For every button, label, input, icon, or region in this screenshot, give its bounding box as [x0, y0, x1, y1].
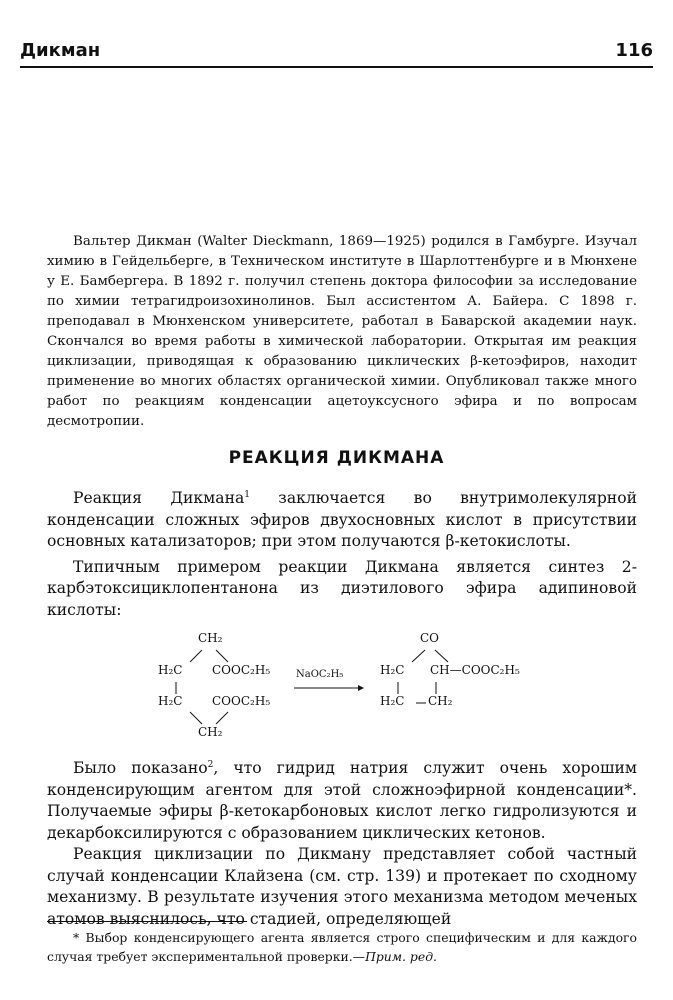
- paragraph-3: [47, 758, 637, 844]
- paragraph-1-end: заключается во внутримолекулярной конденсации сложных эфиров двухосновных кислот в присутствии основных катализаторов; при этом получаются β-кетокислоты.: [47, 489, 637, 550]
- paragraph-3-end: , что гидрид натрия служит очень хорошим конденсирующим агентом для этой сложноэфирной конденсации*. Получаемые эфиры β-кетокарбоновых кислот легко гидролизуются и декарбоксилируются с образованием циклических кетонов.: [47, 759, 638, 842]
- page-number: 116: [615, 40, 653, 61]
- paragraph-1: [47, 488, 637, 553]
- reactant-left-bottom-ch2: H₂C: [158, 694, 183, 708]
- reactant-ester-bottom: COOC₂H₅: [212, 694, 271, 708]
- reference-1: 1: [244, 489, 250, 500]
- reagent-label: NaOC₂H₅: [296, 669, 344, 680]
- paragraph-4: Реакция циклизации по Дикману представляет собой частный случай конденсации Клайзена (см. стр. 139) и протекает по сходному механизму. В результате изучения этого механизма методом меченых атомов выяснилось, что стадией, определяющей: [47, 845, 637, 928]
- product-left-top-ch2: H₂C: [380, 663, 405, 677]
- running-header: [20, 38, 653, 68]
- reactant-top-ch2: CH₂: [198, 631, 223, 645]
- reactant-ester-top: COOC₂H₅: [212, 663, 271, 677]
- running-title: Дикман: [20, 40, 101, 61]
- footnote-divider: [47, 921, 247, 922]
- product-left-bottom-ch2: H₂C: [380, 694, 405, 708]
- footnote-editor-note: Прим. ред.: [365, 949, 437, 964]
- product-ester-group: CH—COOC₂H₅: [430, 663, 520, 677]
- product-right-bottom-ch2: CH₂: [428, 694, 453, 708]
- text-after-scheme: [47, 758, 637, 930]
- biography-text: Вальтер Дикман (Walter Dieckmann, 1869—1925) родился в Гамбурге. Изучал химию в Гейдельберге, в Техническом институте в Шарлоттенбурге и в Мюнхене у Е. Бамбергера. В 1892 г. получил степень доктора философии за исследование по химии тетрагидроизохинолинов. Был ассистентом А. Байера. С 1898 г. преподавал в Мюнхенском университете, работал в Баварской академии наук. Скончался во время работы в химической лаборатории. Открытая им реакция циклизации, приводящая к образованию циклических β-кетоэфиров, находит применение во многих областях органической химии. Опубликовал также много работ по реакциям конденсации ацетоуксусного эфира и по вопросам десмотропии.: [47, 234, 637, 429]
- footnote: [47, 928, 637, 966]
- reactant-left-top-ch2: H₂C: [158, 663, 183, 677]
- paragraph-1-start: Реакция Дикмана: [73, 489, 245, 507]
- paragraph-3-start: Было показано: [73, 759, 208, 777]
- reaction-scheme: [150, 626, 550, 748]
- product-carbonyl: CO: [420, 631, 440, 645]
- paragraph-2: Типичным примером реакции Дикмана является синтез 2-карбэтоксициклопентанона из диэтилового эфира адипиновой кислоты:: [47, 557, 637, 619]
- reactant-bottom-ch2: CH₂: [198, 725, 223, 739]
- footnote-text: * Выбор конденсирующего агента является строго специфическим и для каждого случая требует экспериментальной проверки.—: [47, 930, 637, 964]
- section-title: РЕАКЦИЯ ДИКМАНА: [228, 448, 445, 468]
- reference-2: 2: [207, 759, 214, 770]
- main-text: [47, 488, 637, 621]
- biography-paragraph: [47, 232, 637, 432]
